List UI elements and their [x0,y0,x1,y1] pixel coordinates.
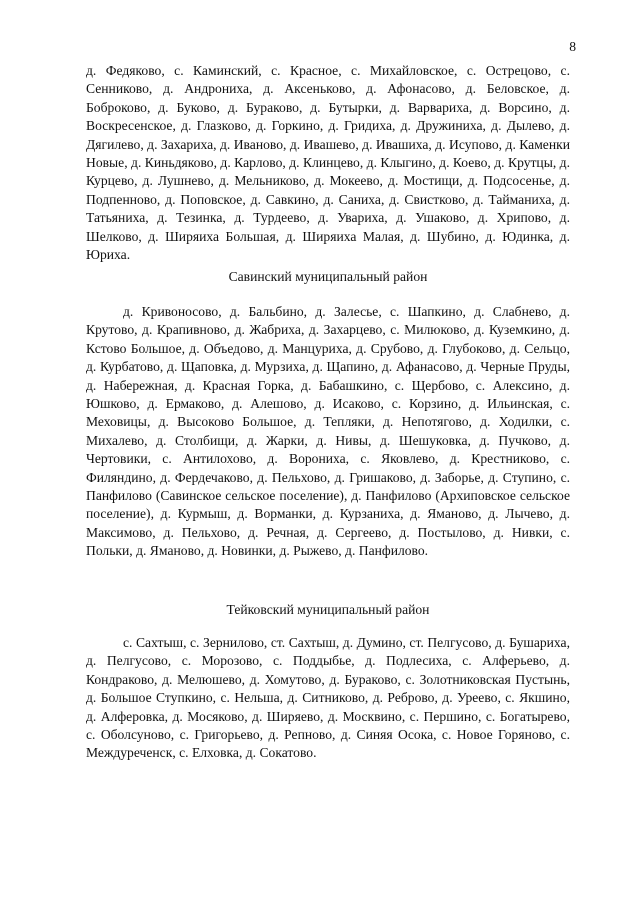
section-heading-teykovsky: Тейковский муниципальный район [226,602,430,617]
settlements-list-continued [86,62,570,264]
settlements-list-savinsky [86,303,570,561]
paragraph: д. Федяково, с. Каминский, с. Красное, с. Михайловское, с. Острецово, с. Сенниково, д. Андрониха, д. Аксеньково, д. Афонасово, д. Беловское, д. Боброково, д. Буково, д. Бураково, д. Бутырки, д. Варвариха, д. Ворсино, д. Воскресенское, д. Глазково, д. Горкино, д. Гридиха, д. Дружиниха, д. Дылево, д. Дягилево, д. Захариха, д. Иваново, д. Ивашево, д. Ивашиха, д. Исупово, д. Каменки Новые, д. Киньдяково, д. Карлово, д. Клинцево, д. Клыгино, д. Коево, д. Крутцы, д. Курцево, д. Лушнево, д. Мельниково, д. Мокеево, д. Мостищи, д. Подсосенье, д. Подпенново, д. Поповское, д. Савкино, д. Саниха, д. Свистково, д. Тайманиха, д. Татьяниха, д. Тезинка, д. Турдеево, д. Увариха, д. Ушаково, д. Хрипово, д. Шелково, д. Ширяиха Большая, д. Ширяиха Малая, д. Шубино, д. Юдинка, д. Юриха. [86,63,570,263]
page-number: 8 [569,39,576,54]
section-heading-savinsky: Савинский муниципальный район [228,269,428,284]
paragraph: д. Кривоносово, д. Бальбино, д. Залесье, с. Шапкино, д. Слабнево, д. Крутово, д. Крапивново, д. Жабриха, д. Захарцево, с. Милюково, д. Куземкино, д. Кстово Большое, д. Объедово, д. Манцуриха, д. Срубово, д. Глубоково, д. Сельцо, д. Курбатово, д. Щаповка, д. Мурзиха, д. Щапино, д. Афанасово, д. Черные Пруды, д. Набережная, д. Красная Горка, д. Бабашкино, с. Щербово, с. Алексино, д. Юшково, д. Ермаково, д. Алешово, д. Исаково, с. Корзино, д. Ильинская, с. Меховицы, д. Высоково Большое, д. Тепляки, д. Непотягово, д. Ходилки, с. Михалево, д. Столбищи, д. Жарки, д. Нивы, д. Шешуковка, д. Пучково, д. Чертовики, с. Антилохово, д. Ворониха, с. Яковлево, д. Крестниково, с. Филяндино, д. Фердечаково, д. Пельхово, д. Гришаково, д. Заборье, д. Ступино, с. Панфилово (Савинское сельское поселение), д. Панфилово (Архиповское сельское поселение), д. Курмыш, д. Ворманки, д. Курзаниха, д. Ямaново, д. Лычево, д. Максимово, д. Пельхово, д. Речная, д. Сергеево, д. Постылово, д. Нивки, с. Польки, д. Ямaново, д. Новинки, д. Рыжево, д. Панфилово. [86,304,570,559]
paragraph: с. Сахтыш, с. Зернилово, ст. Сахтыш, д. Думино, ст. Пелгусово, д. Бушариха, д. Пелгусово, с. Морозово, с. Поддыбье, д. Подлесиха, с. Алферьево, д. Кондраково, д. Мелюшево, д. Хомутово, д. Бураково, с. Золотниковская Пустынь, д. Большое Ступкино, с. Нельша, д. Ситниково, д. Реброво, д. Уреево, с. Якшино, д. Алферовка, д. Мосяково, д. Ширяево, д. Москвино, с. Першино, с. Богатырево, с. Оболсуново, с. Григорьево, д. Репново, д. Синяя Осока, с. Новое Горяново, с. Междуреченск, с. Елховка, д. Сокатово. [86,635,570,761]
settlements-list-teykovsky [86,634,570,763]
